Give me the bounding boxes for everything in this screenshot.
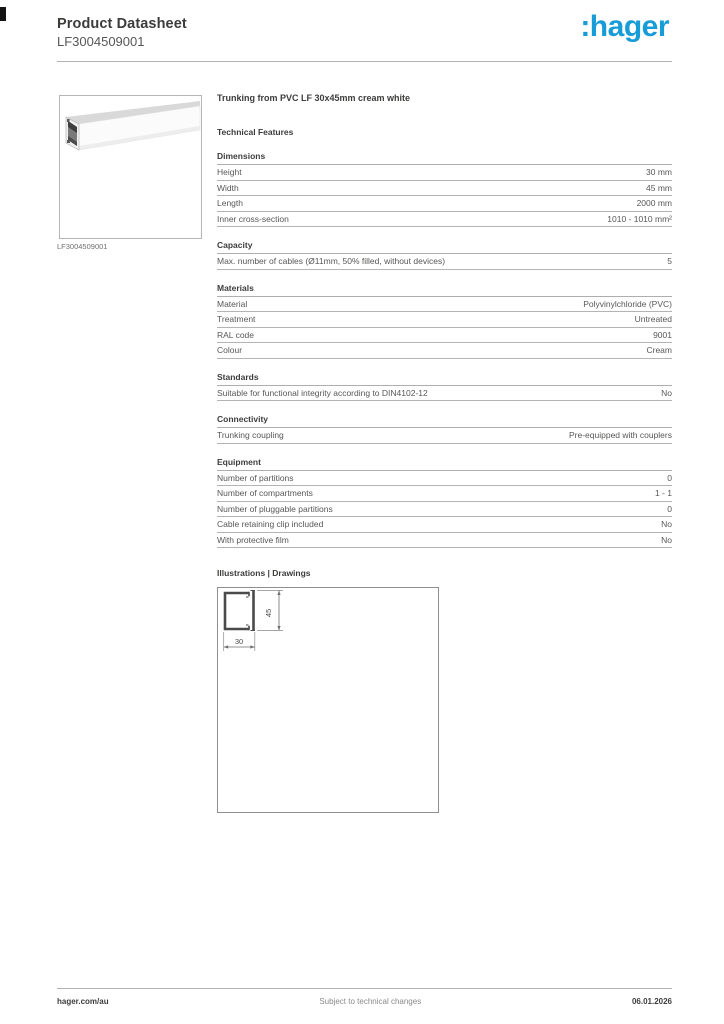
section-connectivity (217, 414, 672, 444)
cross-section-drawing (218, 588, 438, 812)
row-label: Material (217, 298, 248, 309)
row-value: 2000 mm (636, 198, 672, 208)
row-label: Suitable for functional integrity according to DIN4102-12 (217, 387, 428, 398)
table-row (217, 254, 672, 270)
hager-logo: :hager (580, 10, 669, 43)
table-row (217, 328, 672, 344)
scan-edge-mark (0, 7, 6, 21)
product-image (59, 95, 202, 239)
illustrations-heading: Illustrations | Drawings (217, 568, 311, 578)
row-label: With protective film (217, 534, 289, 545)
row-label: Inner cross-section (217, 213, 289, 224)
row-label: RAL code (217, 329, 255, 340)
table-row (217, 386, 672, 402)
row-value: 45 mm (646, 182, 672, 193)
table-row (217, 181, 672, 197)
technical-content (217, 93, 672, 813)
table-row (217, 471, 672, 487)
section-dimensions (217, 151, 672, 227)
table-row (217, 196, 672, 212)
table-row (217, 212, 672, 228)
row-label: Length (217, 198, 243, 208)
footer-website: hager.com/au (57, 997, 109, 1006)
row-value: No (661, 534, 672, 545)
product-image-caption: LF3004509001 (57, 242, 108, 251)
row-value: Polyvinylchloride (PVC) (583, 298, 672, 309)
drawing-height-label: 45 (264, 608, 273, 618)
row-value: 1 - 1 (654, 488, 672, 498)
row-label: Height (217, 167, 242, 177)
row-label: Width (217, 182, 239, 193)
section-heading: Materials (217, 283, 672, 297)
table-row (217, 428, 672, 444)
footer-date: 06.01.2026 (631, 997, 672, 1006)
row-label: Number of pluggable partitions (217, 503, 333, 514)
drawing-width-label: 30 (234, 637, 244, 646)
table-row (217, 486, 672, 502)
row-label: Max. number of cables (Ø11mm, 50% filled, without devices) (217, 256, 446, 266)
table-row (217, 165, 672, 181)
technical-features-heading: Technical Features (217, 127, 294, 137)
row-value: Untreated (634, 314, 672, 324)
section-capacity (217, 240, 672, 270)
table-row (217, 533, 672, 549)
page-footer (57, 988, 672, 1006)
table-row (217, 312, 672, 328)
row-label: Number of partitions (217, 472, 294, 483)
section-heading: Standards (217, 372, 672, 386)
row-value: No (661, 519, 672, 529)
page-title: Product Datasheet (57, 16, 187, 32)
row-value: 9001 (653, 329, 672, 340)
section-heading: Equipment (217, 457, 672, 471)
table-row (217, 343, 672, 359)
section-heading: Capacity (217, 240, 672, 254)
technical-drawing (217, 587, 439, 813)
product-reference: LF3004509001 (57, 34, 145, 49)
row-value: No (661, 387, 672, 398)
row-label: Cable retaining clip included (217, 519, 324, 529)
row-value: 1010 - 1010 mm² (607, 213, 672, 224)
header-divider (57, 61, 672, 62)
row-value: 0 (667, 503, 672, 514)
section-equipment (217, 457, 672, 549)
row-label: Treatment (217, 314, 256, 324)
row-label: Colour (217, 345, 243, 355)
table-row (217, 517, 672, 533)
row-value: Pre-equipped with couplers (568, 430, 672, 440)
row-value: 0 (667, 472, 672, 483)
section-standards (217, 372, 672, 402)
table-row (217, 297, 672, 313)
row-label: Number of compartments (217, 488, 313, 498)
row-value: 30 mm (646, 167, 672, 177)
table-row (217, 502, 672, 518)
trunking-photo (60, 96, 201, 238)
footer-disclaimer: Subject to technical changes (319, 997, 422, 1006)
product-description-title: Trunking from PVC LF 30x45mm cream white (217, 93, 411, 103)
row-value: 5 (667, 256, 672, 266)
row-value: Cream (646, 345, 672, 355)
section-heading: Connectivity (217, 414, 672, 428)
row-label: Trunking coupling (217, 430, 284, 440)
section-materials (217, 283, 672, 359)
section-heading: Dimensions (217, 151, 672, 165)
